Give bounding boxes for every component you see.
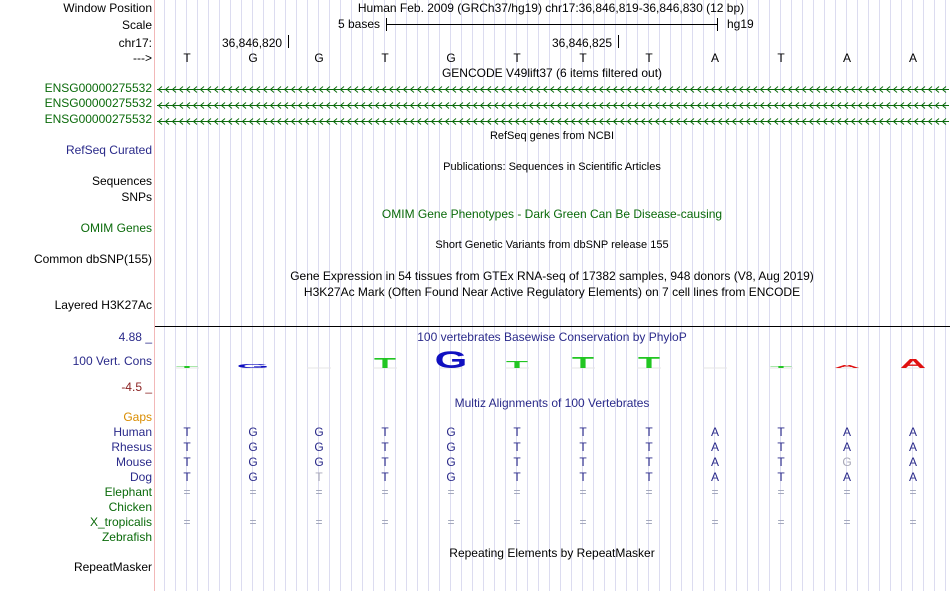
alignment-base: G (842, 455, 852, 469)
base-letter: T (513, 51, 521, 65)
multiz-track-title: Multiz Alignments of 100 Vertebrates (454, 396, 650, 410)
dbsnp-label[interactable]: Common dbSNP(155) (33, 252, 152, 266)
alignment-base: T (513, 440, 521, 454)
alignment-base: A (842, 440, 851, 454)
alignment-base: T (579, 425, 587, 439)
window-position-label: Window Position (63, 1, 152, 15)
alignment-base: = (579, 515, 587, 529)
alignment-base: A (908, 470, 917, 484)
gencode-item-label[interactable]: ENSG00000275532 (44, 112, 152, 126)
gencode-item-label[interactable]: ENSG00000275532 (44, 81, 152, 95)
alignment-base: G (446, 470, 456, 484)
alignment-base: = (249, 485, 257, 499)
omim-track-title: OMIM Gene Phenotypes - Dark Green Can Be Disease-causing (381, 207, 723, 221)
refseq-label[interactable]: RefSeq Curated (65, 143, 152, 157)
coordinate-label: 36,846,820 (222, 36, 283, 50)
alignment-base: = (711, 515, 719, 529)
alignment-base: = (381, 485, 389, 499)
alignment-base: A (710, 455, 719, 469)
species-label-elephant[interactable]: Elephant (104, 485, 152, 499)
alignment-base: G (314, 455, 324, 469)
strand-label: ---> (133, 51, 152, 65)
alignment-base: T (513, 455, 521, 469)
phylop-letter: A (899, 356, 927, 371)
species-label-rhesus[interactable]: Rhesus (111, 440, 152, 454)
species-label-chicken[interactable]: Chicken (108, 500, 152, 514)
alignment-base: T (579, 455, 587, 469)
alignment-base: = (579, 485, 587, 499)
alignment-base: = (447, 485, 455, 499)
phylop-letter: T (506, 359, 528, 371)
repeatmasker-label[interactable]: RepeatMasker (73, 560, 152, 574)
species-label-human[interactable]: Human (113, 425, 152, 439)
alignment-base: T (645, 470, 653, 484)
alignment-base: T (777, 455, 785, 469)
alignment-base: G (314, 425, 324, 439)
refseq-track-title: RefSeq genes from NCBI (489, 130, 615, 142)
omim-label[interactable]: OMIM Genes (80, 221, 152, 235)
alignment-base: T (315, 470, 323, 484)
alignment-base: = (777, 485, 785, 499)
publications-track-title: Publications: Sequences in Scientific Articles (443, 161, 661, 173)
phylop-letter: T (176, 365, 198, 369)
base-letter: A (710, 51, 719, 65)
alignment-base: = (381, 515, 389, 529)
base-letter: A (908, 51, 917, 65)
alignment-base: T (381, 425, 389, 439)
alignment-base: = (777, 515, 785, 529)
alignment-base: T (381, 470, 389, 484)
phylop-track-title: 100 vertebrates Basewise Conservation by PhyloP (417, 330, 687, 344)
coordinate-label: 36,846,825 (552, 36, 613, 50)
alignment-base: = (183, 485, 191, 499)
alignment-base: A (710, 470, 719, 484)
alignment-base: = (447, 515, 455, 529)
alignment-base: G (248, 440, 258, 454)
alignment-base: = (513, 515, 521, 529)
alignment-base: A (842, 425, 851, 439)
alignment-base: G (446, 425, 456, 439)
alignment-base: T (381, 440, 389, 454)
phylop-letter: G (236, 363, 270, 370)
alignment-base: = (645, 515, 653, 529)
alignment-base: T (183, 470, 191, 484)
scale-assembly-text: hg19 (727, 17, 754, 31)
phylop-min-label: -4.5 _ (121, 380, 152, 394)
alignment-base: T (579, 470, 587, 484)
species-label-x_tropicalis[interactable]: X_tropicalis (89, 515, 152, 529)
alignment-base: A (908, 440, 917, 454)
alignment-base: = (315, 485, 323, 499)
alignment-base: T (183, 455, 191, 469)
gtex-track-title: Gene Expression in 54 tissues from GTEx RNA-seq of 17382 samples, 948 donors (V8, Aug 2019) (290, 269, 814, 283)
alignment-base: G (314, 440, 324, 454)
phylop-letter: T (374, 354, 396, 372)
alignment-base: A (710, 425, 719, 439)
gaps-label[interactable]: Gaps (123, 410, 152, 424)
base-letter: G (248, 51, 258, 65)
alignment-base: = (843, 485, 851, 499)
h3k27ac-label[interactable]: Layered H3K27Ac (54, 298, 152, 312)
alignment-base: = (249, 515, 257, 529)
base-letter: T (183, 51, 191, 65)
dbsnp-track-title: Short Genetic Variants from dbSNP release 155 (435, 239, 669, 251)
alignment-base: T (513, 470, 521, 484)
base-letter: A (842, 51, 851, 65)
alignment-base: G (446, 455, 456, 469)
alignment-base: = (843, 515, 851, 529)
base-letter: T (381, 51, 389, 65)
alignment-base: G (248, 425, 258, 439)
alignment-base: G (248, 470, 258, 484)
phylop-max-label: 4.88 _ (118, 330, 152, 344)
species-label-dog[interactable]: Dog (129, 470, 152, 484)
base-letter: T (777, 51, 785, 65)
gencode-track-title: GENCODE V49lift37 (6 items filtered out) (441, 66, 663, 80)
alignment-base: T (777, 425, 785, 439)
alignment-base: T (381, 455, 389, 469)
alignment-base: A (908, 455, 917, 469)
alignment-base: = (909, 515, 917, 529)
species-label-mouse[interactable]: Mouse (115, 455, 152, 469)
base-letter: G (446, 51, 456, 65)
phylop-letter: T (572, 353, 594, 372)
alignment-base: A (710, 440, 719, 454)
phylop-letter: G (434, 347, 468, 374)
alignment-base: = (909, 485, 917, 499)
window-position-value: Human Feb. 2009 (GRCh37/hg19) chr17:36,846,819-36,846,830 (12 bp) (357, 1, 745, 15)
gencode-item-label[interactable]: ENSG00000275532 (44, 96, 152, 110)
h3k27ac-track-title: H3K27Ac Mark (Often Found Near Active Regulatory Elements) on 7 cell lines from ENCODE (303, 285, 801, 299)
alignment-base: = (315, 515, 323, 529)
alignment-base: A (908, 425, 917, 439)
alignment-base: T (777, 470, 785, 484)
alignment-base: T (645, 455, 653, 469)
alignment-base: = (711, 485, 719, 499)
alignment-base: G (248, 455, 258, 469)
alignment-base: T (579, 440, 587, 454)
base-letter: T (645, 51, 653, 65)
scale-label: Scale (121, 18, 152, 32)
alignment-base: T (777, 440, 785, 454)
phylop-letter: T (638, 353, 660, 372)
phylop-letter: A (834, 364, 860, 370)
phylop-letter: T (770, 365, 792, 369)
alignment-base: = (183, 515, 191, 529)
alignment-base: = (513, 485, 521, 499)
species-label-zebrafish[interactable]: Zebrafish (101, 530, 152, 544)
phylop-label[interactable]: 100 Vert. Cons (72, 354, 152, 368)
snps-label[interactable]: SNPs (121, 190, 152, 204)
alignment-base: = (645, 485, 653, 499)
alignment-base: T (645, 440, 653, 454)
alignment-base: T (183, 440, 191, 454)
sequences-label[interactable]: Sequences (91, 174, 152, 188)
alignment-base: T (645, 425, 653, 439)
base-letter: T (579, 51, 587, 65)
repeatmasker-track-title: Repeating Elements by RepeatMasker (449, 546, 655, 560)
chrom-label: chr17: (118, 36, 152, 50)
alignment-base: T (513, 425, 521, 439)
base-letter: G (314, 51, 324, 65)
alignment-base: G (446, 440, 456, 454)
alignment-base: T (183, 425, 191, 439)
alignment-base: A (842, 470, 851, 484)
scale-bases-text: 5 bases (338, 17, 381, 31)
